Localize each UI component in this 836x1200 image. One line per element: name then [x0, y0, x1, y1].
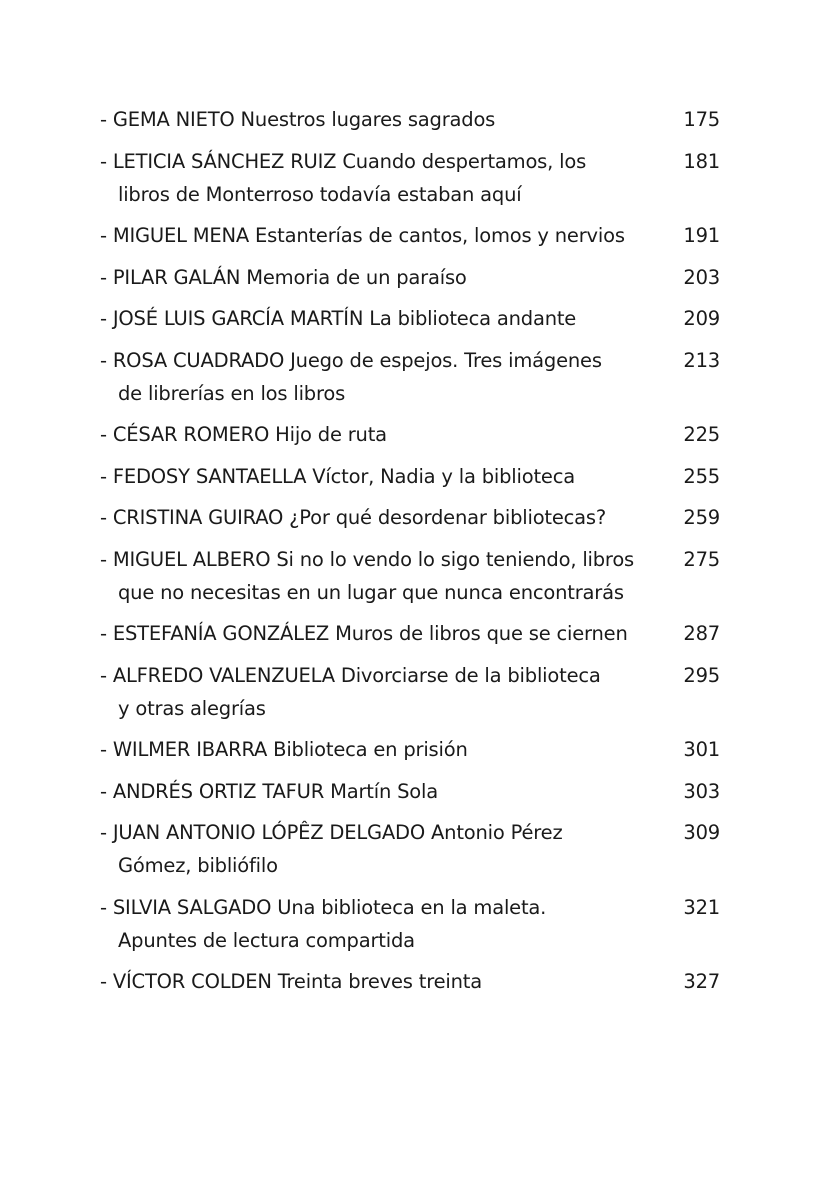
toc-entry-page-number: 181	[683, 149, 720, 173]
toc-entry-title: - LETICIA SÁNCHEZ RUIZ Cuando despertamos, los	[100, 149, 587, 173]
toc-entry-title-continued: de librerías en los libros	[118, 381, 346, 405]
toc-entry-title: - ROSA CUADRADO Juego de espejos. Tres imágenes	[100, 348, 602, 372]
toc-entry-title: - VÍCTOR COLDEN Treinta breves treinta	[100, 970, 482, 993]
toc-entry	[100, 617, 720, 650]
toc-entry-title-continued: libros de Monterroso todavía estaban aquí	[118, 182, 522, 206]
toc-entry-page-number: 191	[683, 224, 720, 247]
toc-entry	[100, 816, 720, 882]
toc-entry-title: - SILVIA SALGADO Una biblioteca en la maleta.	[100, 895, 547, 919]
toc-entry-page-number: 209	[683, 307, 720, 330]
toc-entry-title: - CÉSAR ROMERO Hijo de ruta	[100, 423, 387, 446]
toc-entry-page-number: 259	[683, 506, 720, 529]
toc-entry	[100, 659, 720, 725]
toc-entry	[100, 733, 720, 766]
toc-entry	[100, 460, 720, 493]
toc-entry	[100, 344, 720, 410]
toc-entry-title: - ANDRÉS ORTIZ TAFUR Martín Sola	[100, 779, 438, 803]
table-of-contents	[100, 103, 720, 1007]
toc-entry-title: - ALFREDO VALENZUELA Divorciarse de la biblioteca	[100, 663, 601, 687]
toc-entry-page-number: 213	[683, 348, 720, 372]
toc-entry-page-number: 301	[683, 738, 720, 761]
toc-entry-page-number: 327	[683, 970, 720, 993]
toc-entry	[100, 965, 720, 998]
toc-entry-page-number: 287	[683, 622, 720, 645]
toc-entry-title: - PILAR GALÁN Memoria de un paraíso	[100, 265, 467, 289]
toc-entry	[100, 891, 720, 957]
toc-entry-page-number: 203	[683, 265, 720, 289]
toc-entry-title-continued: que no necesitas en un lugar que nunca encontrarás	[118, 580, 624, 604]
toc-entry-title: - MIGUEL ALBERO Si no lo vendo lo sigo teniendo, libros	[100, 547, 635, 571]
toc-entry	[100, 219, 720, 252]
toc-entry-page-number: 295	[683, 663, 720, 687]
toc-entry-title: - CRISTINA GUIRAO ¿Por qué desordenar bibliotecas?	[100, 506, 607, 529]
toc-entry-page-number: 303	[683, 779, 720, 803]
toc-entry	[100, 775, 720, 808]
toc-entry-title: - ESTEFANÍA GONZÁLEZ Muros de libros que se ciernen	[100, 622, 628, 645]
toc-entry-title: - JOSÉ LUIS GARCÍA MARTÍN La biblioteca andante	[100, 307, 577, 330]
toc-entry-title: - FEDOSY SANTAELLA Víctor, Nadia y la biblioteca	[100, 464, 575, 488]
toc-entry-title: - WILMER IBARRA Biblioteca en prisión	[100, 738, 468, 761]
toc-entry-page-number: 225	[683, 423, 720, 446]
toc-entry-page-number: 175	[683, 108, 720, 131]
toc-entry	[100, 302, 720, 335]
toc-entry-title-continued: Gómez, bibliófilo	[118, 854, 278, 877]
toc-entry-title: - MIGUEL MENA Estanterías de cantos, lomos y nervios	[100, 224, 625, 247]
toc-entry-title: - GEMA NIETO Nuestros lugares sagrados	[100, 108, 496, 131]
toc-entry	[100, 103, 720, 136]
toc-entry-page-number: 255	[683, 464, 720, 488]
toc-entry	[100, 418, 720, 451]
toc-entry-page-number: 321	[683, 895, 720, 919]
toc-entry	[100, 261, 720, 294]
toc-entry-title: - JUAN ANTONIO LÓPÊZ DELGADO Antonio Pérez	[100, 821, 563, 844]
toc-entry	[100, 543, 720, 609]
toc-entry	[100, 145, 720, 211]
toc-entry-title-continued: y otras alegrías	[118, 696, 266, 720]
toc-entry-page-number: 309	[683, 821, 720, 844]
toc-entry-page-number: 275	[683, 547, 720, 571]
toc-entry	[100, 501, 720, 534]
toc-entry-title-continued: Apuntes de lectura compartida	[118, 928, 415, 952]
